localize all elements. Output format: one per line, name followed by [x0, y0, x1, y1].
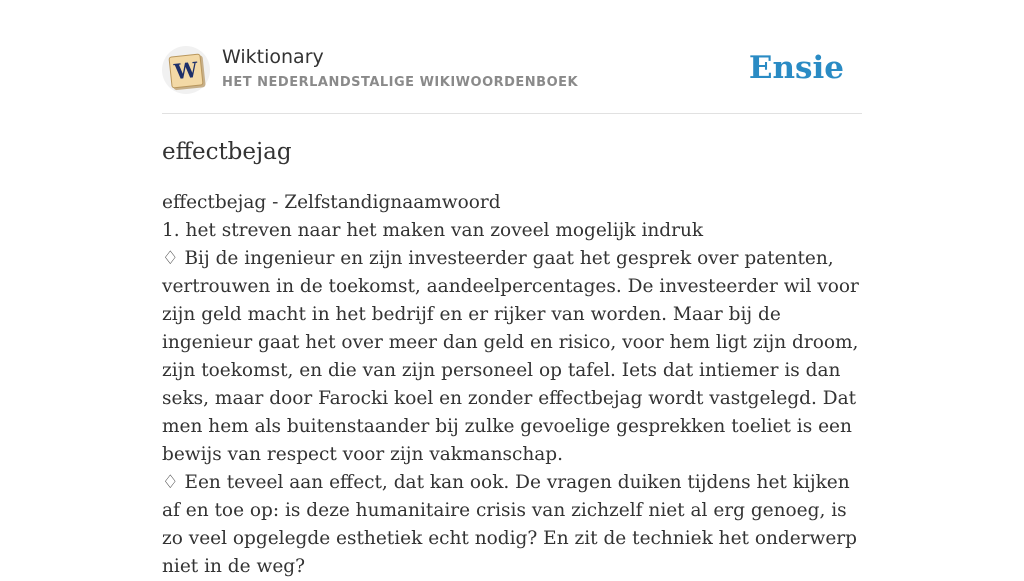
site-header [162, 40, 862, 114]
page-title: effectbejag [162, 139, 292, 165]
definition-entry [162, 189, 862, 581]
site-subtitle: HET NEDERLANDSTALIGE WIKIWOORDENBOEK [222, 75, 579, 90]
definition-line: 1. het streven naar het maken van zoveel mogelijk indruk [162, 220, 704, 241]
example-quote-2: ♢ Een teveel aan effect, dat kan ook. De vragen duiken tijdens het kijken af en toe op: is deze humanitaire crisis van zichzelf niet al erg genoeg, is zo veel opgelegde esthetiek echt nodig? En zit de techniek het onderwerp niet in de weg? [162, 472, 857, 577]
ensie-brand-link[interactable]: Ensie [748, 50, 844, 86]
main-content [162, 113, 862, 581]
example-quote-1: ♢ Bij de ingenieur en zijn investeerder gaat het gesprek over patenten, vertrouwen in de toekomst, aandeelpercentages. De investeerder wil voor zijn geld macht in het bedrijf en er rijker van worden. Maar bij de ingenieur gaat het over meer dan geld en risico, voor hem ligt zijn droom, zijn toekomst, en die van zijn personeel op tafel. Iets dat intiemer is dan seks, maar door Farocki koel en zonder effectbejag wordt vastgelegd. Dat men hem als buitenstaander bij zulke gevoelige gesprekken toeliet is een bewijs van respect voor zijn vakmanschap. [162, 248, 859, 465]
wiktionary-logo[interactable] [162, 46, 210, 94]
site-title[interactable]: Wiktionary [222, 46, 324, 68]
entry-headline: effectbejag - Zelfstandignaamwoord [162, 192, 501, 213]
wiktionary-logo-icon: W [168, 53, 203, 88]
